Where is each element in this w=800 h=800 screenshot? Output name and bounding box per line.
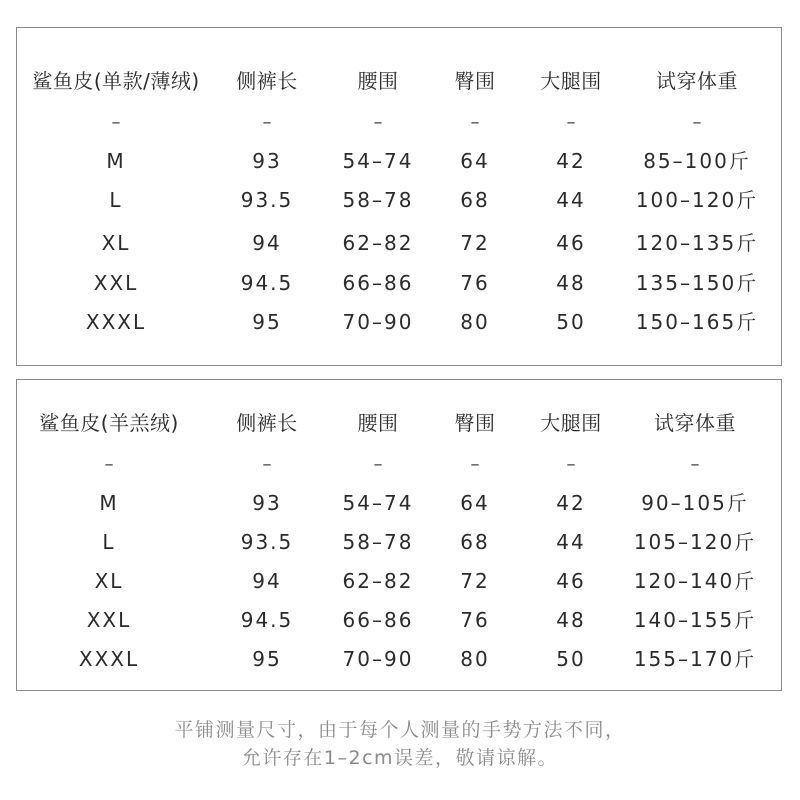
size-cell: M [99, 491, 119, 515]
table-row [17, 146, 781, 176]
side-length-cell: 94 [252, 569, 282, 593]
size-cell: XL [94, 569, 124, 593]
size-cell: XL [101, 231, 131, 255]
header-style: 鲨鱼皮(羊羔绒) [39, 411, 179, 435]
size-cell: M [106, 149, 126, 173]
thigh-cell: 50 [556, 310, 586, 334]
dash: – [104, 454, 114, 475]
dash: – [262, 112, 272, 133]
header-weight: 试穿体重 [656, 69, 738, 93]
weight-cell: 150–165斤 [635, 310, 759, 334]
weight-cell: 155–170斤 [633, 647, 757, 671]
waist-cell: 70–90 [342, 310, 414, 334]
size-table-thin-fleece [16, 27, 782, 366]
thigh-cell: 50 [556, 647, 586, 671]
header-hip: 臀围 [454, 411, 496, 435]
dash: – [470, 112, 480, 133]
waist-cell: 58–78 [342, 530, 414, 554]
side-length-cell: 94.5 [240, 271, 294, 295]
table-row [17, 185, 781, 215]
header-hip: 臀围 [454, 69, 496, 93]
weight-cell: 85–100斤 [643, 149, 751, 173]
hip-cell: 76 [460, 271, 490, 295]
weight-cell: 105–120斤 [633, 530, 757, 554]
waist-cell: 62–82 [342, 231, 414, 255]
waist-cell: 70–90 [342, 647, 414, 671]
dash: – [373, 112, 383, 133]
dash: – [692, 112, 702, 133]
header-style: 鲨鱼皮(单款/薄绒) [32, 69, 200, 93]
dash: – [111, 112, 121, 133]
measurement-note-line-2: 允许存在1–2cm误差，敬请谅解。 [241, 747, 559, 769]
header-waist: 腰围 [357, 69, 399, 93]
header-weight: 试穿体重 [654, 411, 736, 435]
size-cell: L [102, 530, 116, 554]
side-length-cell: 95 [252, 647, 282, 671]
hip-cell: 68 [460, 530, 490, 554]
side-length-cell: 93.5 [240, 188, 294, 212]
measurement-note-line-1: 平铺测量尺寸，由于每个人测量的手势方法不同， [174, 719, 626, 741]
waist-cell: 54–74 [342, 491, 414, 515]
weight-cell: 100–120斤 [635, 188, 759, 212]
table-header-row [17, 408, 781, 438]
table-row [17, 488, 781, 518]
waist-cell: 66–86 [342, 271, 414, 295]
hip-cell: 80 [460, 310, 490, 334]
dash: – [470, 454, 480, 475]
dash-row [17, 450, 781, 480]
weight-cell: 90–105斤 [641, 491, 749, 515]
weight-cell: 120–140斤 [633, 569, 757, 593]
hip-cell: 72 [460, 569, 490, 593]
table-row [17, 566, 781, 596]
size-cell: XXXL [78, 647, 140, 671]
dash: – [566, 112, 576, 133]
thigh-cell: 48 [556, 271, 586, 295]
table-row [17, 527, 781, 557]
dash: – [690, 454, 700, 475]
hip-cell: 68 [460, 188, 490, 212]
dash: – [262, 454, 272, 475]
thigh-cell: 48 [556, 608, 586, 632]
hip-cell: 64 [460, 491, 490, 515]
waist-cell: 58–78 [342, 188, 414, 212]
weight-cell: 140–155斤 [633, 608, 757, 632]
side-length-cell: 94 [252, 231, 282, 255]
weight-cell: 135–150斤 [635, 271, 759, 295]
header-side-length: 侧裤长 [236, 69, 298, 93]
size-cell: XXL [93, 271, 139, 295]
hip-cell: 80 [460, 647, 490, 671]
size-cell: L [109, 188, 123, 212]
side-length-cell: 93 [252, 491, 282, 515]
thigh-cell: 42 [556, 491, 586, 515]
size-cell: XXL [86, 608, 132, 632]
side-length-cell: 94.5 [240, 608, 294, 632]
waist-cell: 66–86 [342, 608, 414, 632]
thigh-cell: 42 [556, 149, 586, 173]
table-row [17, 644, 781, 674]
thigh-cell: 46 [556, 569, 586, 593]
side-length-cell: 93.5 [240, 530, 294, 554]
table-row [17, 307, 781, 337]
waist-cell: 62–82 [342, 569, 414, 593]
size-cell: XXXL [85, 310, 147, 334]
header-thigh: 大腿围 [540, 411, 602, 435]
table-header-row [17, 66, 781, 96]
thigh-cell: 44 [556, 188, 586, 212]
waist-cell: 54–74 [342, 149, 414, 173]
hip-cell: 76 [460, 608, 490, 632]
table-row [17, 605, 781, 635]
side-length-cell: 93 [252, 149, 282, 173]
weight-cell: 120–135斤 [635, 231, 759, 255]
header-side-length: 侧裤长 [236, 411, 298, 435]
side-length-cell: 95 [252, 310, 282, 334]
dash-row [17, 108, 781, 138]
dash: – [373, 454, 383, 475]
thigh-cell: 46 [556, 231, 586, 255]
header-waist: 腰围 [357, 411, 399, 435]
dash: – [566, 454, 576, 475]
header-thigh: 大腿围 [540, 69, 602, 93]
size-table-lamb-fleece [16, 379, 782, 691]
hip-cell: 72 [460, 231, 490, 255]
table-row [17, 268, 781, 298]
thigh-cell: 44 [556, 530, 586, 554]
table-row [17, 228, 781, 258]
hip-cell: 64 [460, 149, 490, 173]
